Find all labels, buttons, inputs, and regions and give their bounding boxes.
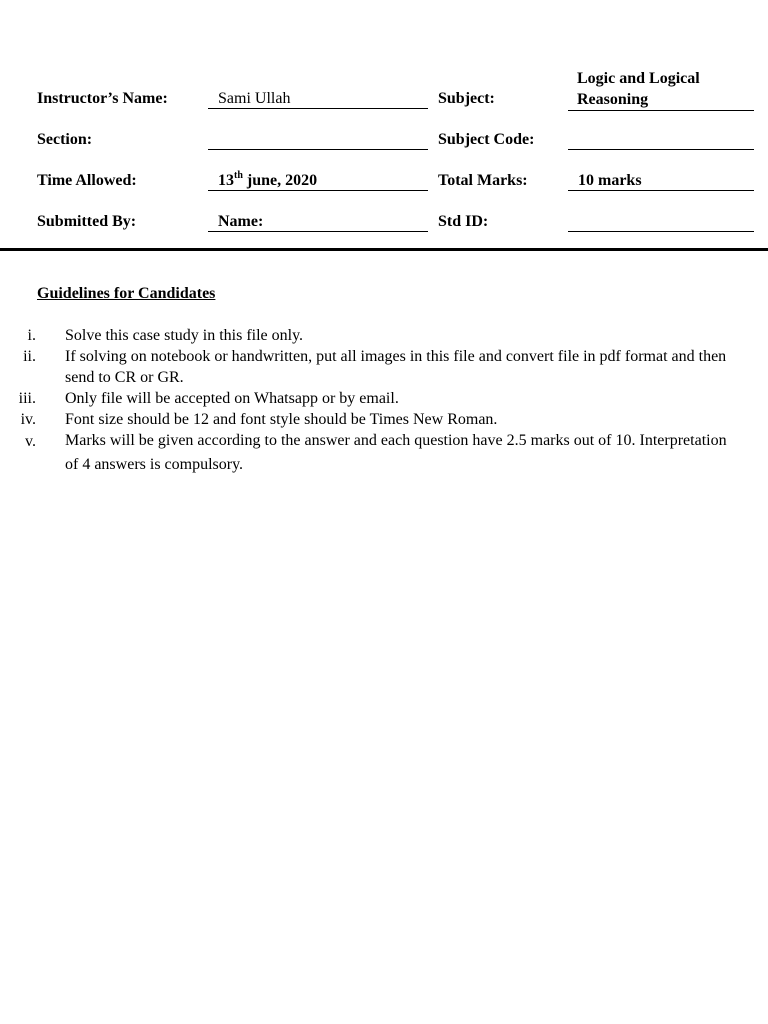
list-item-number: iv. [20,411,36,428]
submitted-by-label: Submitted By: [37,213,137,230]
list-item: If solving on notebook or handwritten, put all images in this file and convert file in pdf format and then send to CR or GR. [65,348,727,386]
std-id-field[interactable] [568,212,754,232]
time-allowed-label: Time Allowed: [37,172,137,189]
instructor-name-label: Instructor’s Name: [37,90,168,107]
header-divider [0,248,768,251]
total-marks-label: Total Marks: [438,172,528,189]
time-allowed-ordinal: th [234,170,243,181]
list-item-number: iii. [18,390,36,407]
list-item: Only file will be accepted on Whatsapp or by email. [65,390,399,407]
submitted-by-field[interactable]: Name: [208,212,428,232]
list-item: Solve this case study in this file only. [65,327,304,344]
subject-code-label: Subject Code: [438,131,535,148]
std-id-label: Std ID: [438,213,489,230]
list-item: Font size should be 12 and font style should be Times New Roman. [65,411,498,428]
list-item: Marks will be given according to the answer and each question have 2.5 marks out of 10. Interpretation of 4 answers is compulsory. [65,432,727,473]
list-item-number: ii. [23,348,36,365]
section-label: Section: [37,131,93,148]
list-item-number: i. [27,327,36,344]
subject-field[interactable] [568,68,754,111]
subject-value-line2: Reasoning [577,91,649,108]
subject-label: Subject: [438,90,495,107]
time-allowed-field[interactable] [208,171,428,191]
section-field[interactable] [208,130,428,150]
subject-value-line1: Logic and Logical [577,70,700,87]
subject-code-field[interactable] [568,130,754,150]
guidelines-heading: Guidelines for Candidates [37,285,216,302]
total-marks-field[interactable]: 10 marks [568,171,754,191]
time-allowed-rest: june, 2020 [242,172,318,189]
instructor-name-field[interactable]: Sami Ullah [208,89,428,109]
list-item-number: v. [25,433,36,450]
time-allowed-day: 13 [218,172,234,189]
